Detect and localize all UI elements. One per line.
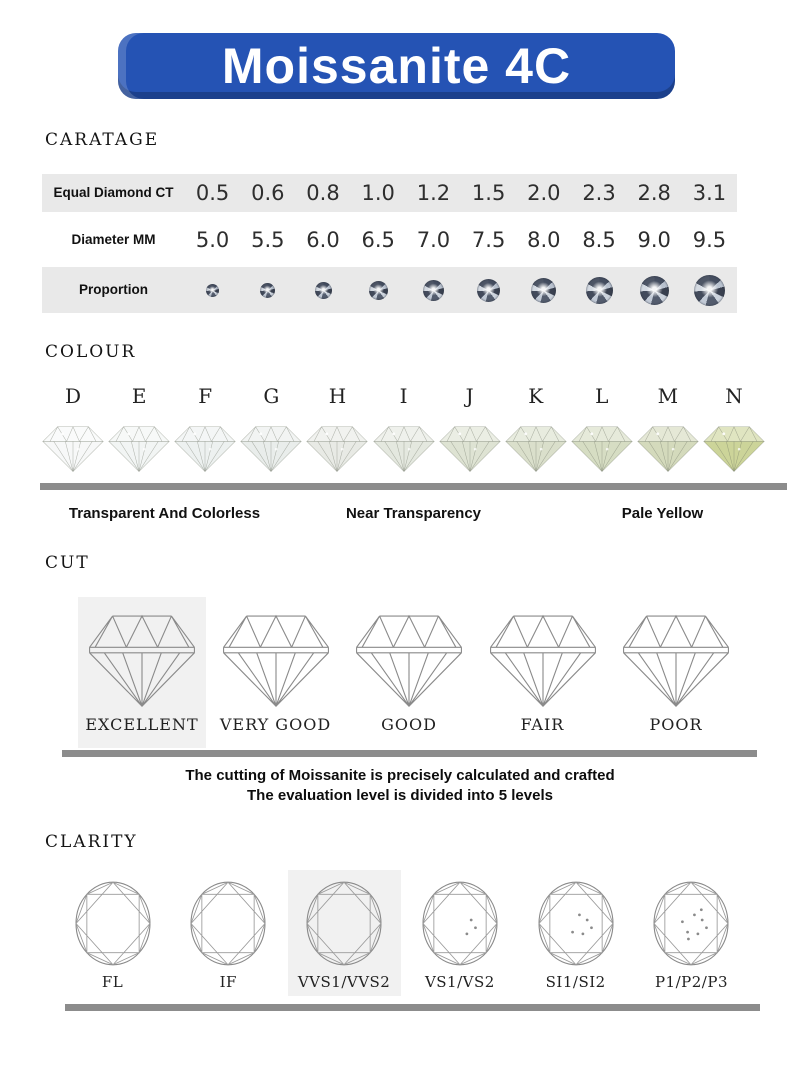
carat-value: 0.5	[195, 181, 230, 205]
colour-group-labels	[40, 505, 787, 522]
clarity-grade-card	[519, 870, 632, 996]
diamond-wireframe-icon	[616, 605, 736, 708]
round-gem-photo-icon	[260, 283, 275, 298]
round-diamond-top-view-icon	[417, 877, 503, 970]
round-diamond-top-view-icon	[70, 877, 156, 970]
carat-value: 2.8	[637, 181, 671, 205]
colour-heading: COLOUR	[45, 342, 137, 362]
round-gem-photo-icon	[477, 279, 500, 302]
carat-value: 1.5	[471, 181, 506, 205]
diameter-value: 6.5	[361, 227, 395, 252]
cut-caption-line1: The cutting of Moissanite is precisely calculated and crafted	[185, 767, 615, 784]
tinted-diamond-icon	[702, 421, 766, 476]
tinted-diamond-icon	[438, 421, 502, 476]
proportion-gem-cell	[682, 275, 737, 306]
colour-grade-letter: L	[595, 384, 609, 408]
clarity-grade-card	[56, 870, 169, 996]
diamond-wireframe-icon	[82, 605, 202, 708]
colour-gems-row	[40, 421, 767, 476]
round-gem-photo-icon	[206, 284, 219, 297]
tinted-diamond-icon	[173, 421, 237, 476]
round-diamond-top-view-icon	[301, 877, 387, 970]
cut-heading: CUT	[45, 553, 90, 573]
row-label-carat: Equal Diamond CT	[53, 185, 174, 200]
proportion-gem-cell	[516, 278, 571, 303]
clarity-grade-card	[635, 870, 748, 996]
row-label-diameter: Diameter MM	[71, 231, 156, 247]
tinted-diamond-icon	[107, 421, 171, 476]
carat-values	[185, 181, 737, 205]
table-row-carat	[42, 174, 737, 212]
round-gem-photo-icon	[640, 276, 669, 305]
cut-grade-card	[345, 597, 473, 748]
cut-grade-label: FAIR	[520, 715, 565, 734]
colour-grade-letter: N	[725, 384, 743, 408]
colour-group-label: Near Transparency	[345, 505, 482, 522]
colour-grade-letter: F	[198, 384, 213, 408]
round-gem-photo-icon	[423, 280, 444, 301]
diameter-values	[185, 228, 737, 252]
colour-grade-letter: I	[399, 384, 408, 408]
tinted-diamond-icon	[504, 421, 568, 476]
diameter-value: 5.0	[195, 227, 230, 252]
cut-grade-card	[78, 597, 206, 748]
round-gem-photo-icon	[694, 275, 725, 306]
diameter-value: 5.5	[251, 227, 285, 252]
colour-grade-letter: M	[657, 384, 679, 408]
colour-group-label: Pale Yellow	[621, 505, 704, 522]
colour-gem-cell	[304, 421, 370, 476]
clarity-grade-label: VS1/VS2	[424, 973, 495, 991]
clarity-grade-label: FL	[101, 973, 124, 991]
title-banner	[118, 33, 675, 99]
round-gem-photo-icon	[315, 282, 332, 299]
diameter-value: 8.5	[582, 227, 616, 252]
cut-caption-line2: The evaluation level is divided into 5 levels	[247, 787, 553, 804]
round-diamond-top-view-icon	[185, 877, 271, 970]
colour-grade-letters	[40, 384, 767, 408]
proportion-gem-cell	[295, 282, 350, 299]
clarity-grade-card	[172, 870, 285, 996]
carat-value: 1.2	[416, 181, 451, 205]
proportion-gem-cell	[406, 280, 461, 301]
cut-grade-card	[612, 597, 740, 748]
colour-divider-bar	[40, 483, 787, 490]
tinted-diamond-icon	[305, 421, 369, 476]
proportion-gem-cell	[571, 277, 626, 304]
carat-value: 0.8	[306, 181, 340, 205]
clarity-grade-label: VVS1/VVS2	[297, 973, 391, 991]
cut-grades-row	[78, 597, 740, 748]
colour-grade-letter: H	[328, 384, 347, 408]
cut-grade-label: VERY GOOD	[219, 715, 332, 734]
tinted-diamond-icon	[636, 421, 700, 476]
diameter-value: 9.0	[637, 227, 671, 252]
diamond-wireframe-icon	[216, 605, 336, 708]
diameter-value: 7.0	[416, 227, 451, 252]
carat-value: 1.0	[361, 181, 395, 205]
caratage-heading: CARATAGE	[45, 130, 160, 150]
clarity-grade-label: SI1/SI2	[545, 973, 606, 991]
cut-grade-card	[212, 597, 340, 748]
colour-gem-cell	[635, 421, 701, 476]
colour-grade-letter: K	[528, 384, 544, 408]
diameter-value: 9.5	[692, 227, 727, 252]
colour-grade-letter: E	[131, 384, 147, 408]
carat-value: 3.1	[692, 181, 727, 205]
colour-gem-cell	[569, 421, 635, 476]
clarity-grade-card	[403, 870, 516, 996]
clarity-heading: CLARITY	[45, 832, 138, 852]
row-label-proportion: Proportion	[79, 282, 148, 297]
caratage-table	[42, 174, 737, 313]
clarity-grade-label: IF	[219, 973, 237, 991]
diameter-value: 7.5	[471, 227, 506, 252]
page-title: Moissanite 4C	[221, 38, 572, 94]
clarity-grades-row	[56, 870, 748, 996]
cut-grade-label: EXCELLENT	[85, 715, 199, 734]
round-gem-photo-icon	[531, 278, 556, 303]
colour-gem-cell	[106, 421, 172, 476]
round-gem-photo-icon	[586, 277, 613, 304]
cut-caption	[0, 766, 800, 806]
proportion-gem-cell	[461, 279, 516, 302]
clarity-grade-card	[288, 870, 401, 996]
colour-gem-cell	[701, 421, 767, 476]
round-diamond-top-view-icon	[533, 877, 619, 970]
diameter-value: 6.0	[306, 227, 340, 252]
colour-grade-letter: J	[465, 384, 474, 408]
colour-gem-cell	[437, 421, 503, 476]
colour-gem-cell	[40, 421, 106, 476]
cut-divider-bar	[62, 750, 757, 757]
table-row-proportion	[42, 267, 737, 313]
round-gem-photo-icon	[369, 281, 388, 300]
colour-grade-letter: D	[65, 384, 82, 408]
proportion-gems	[185, 275, 737, 306]
diameter-value: 8.0	[527, 227, 561, 252]
colour-gem-cell	[370, 421, 436, 476]
colour-gem-cell	[238, 421, 304, 476]
tinted-diamond-icon	[372, 421, 436, 476]
clarity-grade-label: P1/P2/P3	[654, 973, 728, 991]
proportion-gem-cell	[627, 276, 682, 305]
tinted-diamond-icon	[239, 421, 303, 476]
colour-group-label: Transparent And Colorless	[68, 505, 261, 522]
tinted-diamond-icon	[570, 421, 634, 476]
proportion-gem-cell	[351, 281, 406, 300]
cut-grade-label: GOOD	[381, 715, 437, 734]
cut-grade-card	[479, 597, 607, 748]
table-row-diameter	[42, 217, 737, 262]
cut-grade-label: POOR	[649, 715, 703, 734]
round-diamond-top-view-icon	[648, 877, 734, 970]
carat-value: 2.3	[582, 181, 616, 205]
clarity-divider-bar	[65, 1004, 760, 1011]
proportion-gem-cell	[185, 284, 240, 297]
colour-gem-cell	[503, 421, 569, 476]
carat-value: 2.0	[527, 181, 561, 205]
diamond-wireframe-icon	[349, 605, 469, 708]
carat-value: 0.6	[251, 181, 285, 205]
diamond-wireframe-icon	[483, 605, 603, 708]
colour-grade-letter: G	[263, 384, 280, 408]
tinted-diamond-icon	[41, 421, 105, 476]
proportion-gem-cell	[240, 283, 295, 298]
colour-gem-cell	[172, 421, 238, 476]
